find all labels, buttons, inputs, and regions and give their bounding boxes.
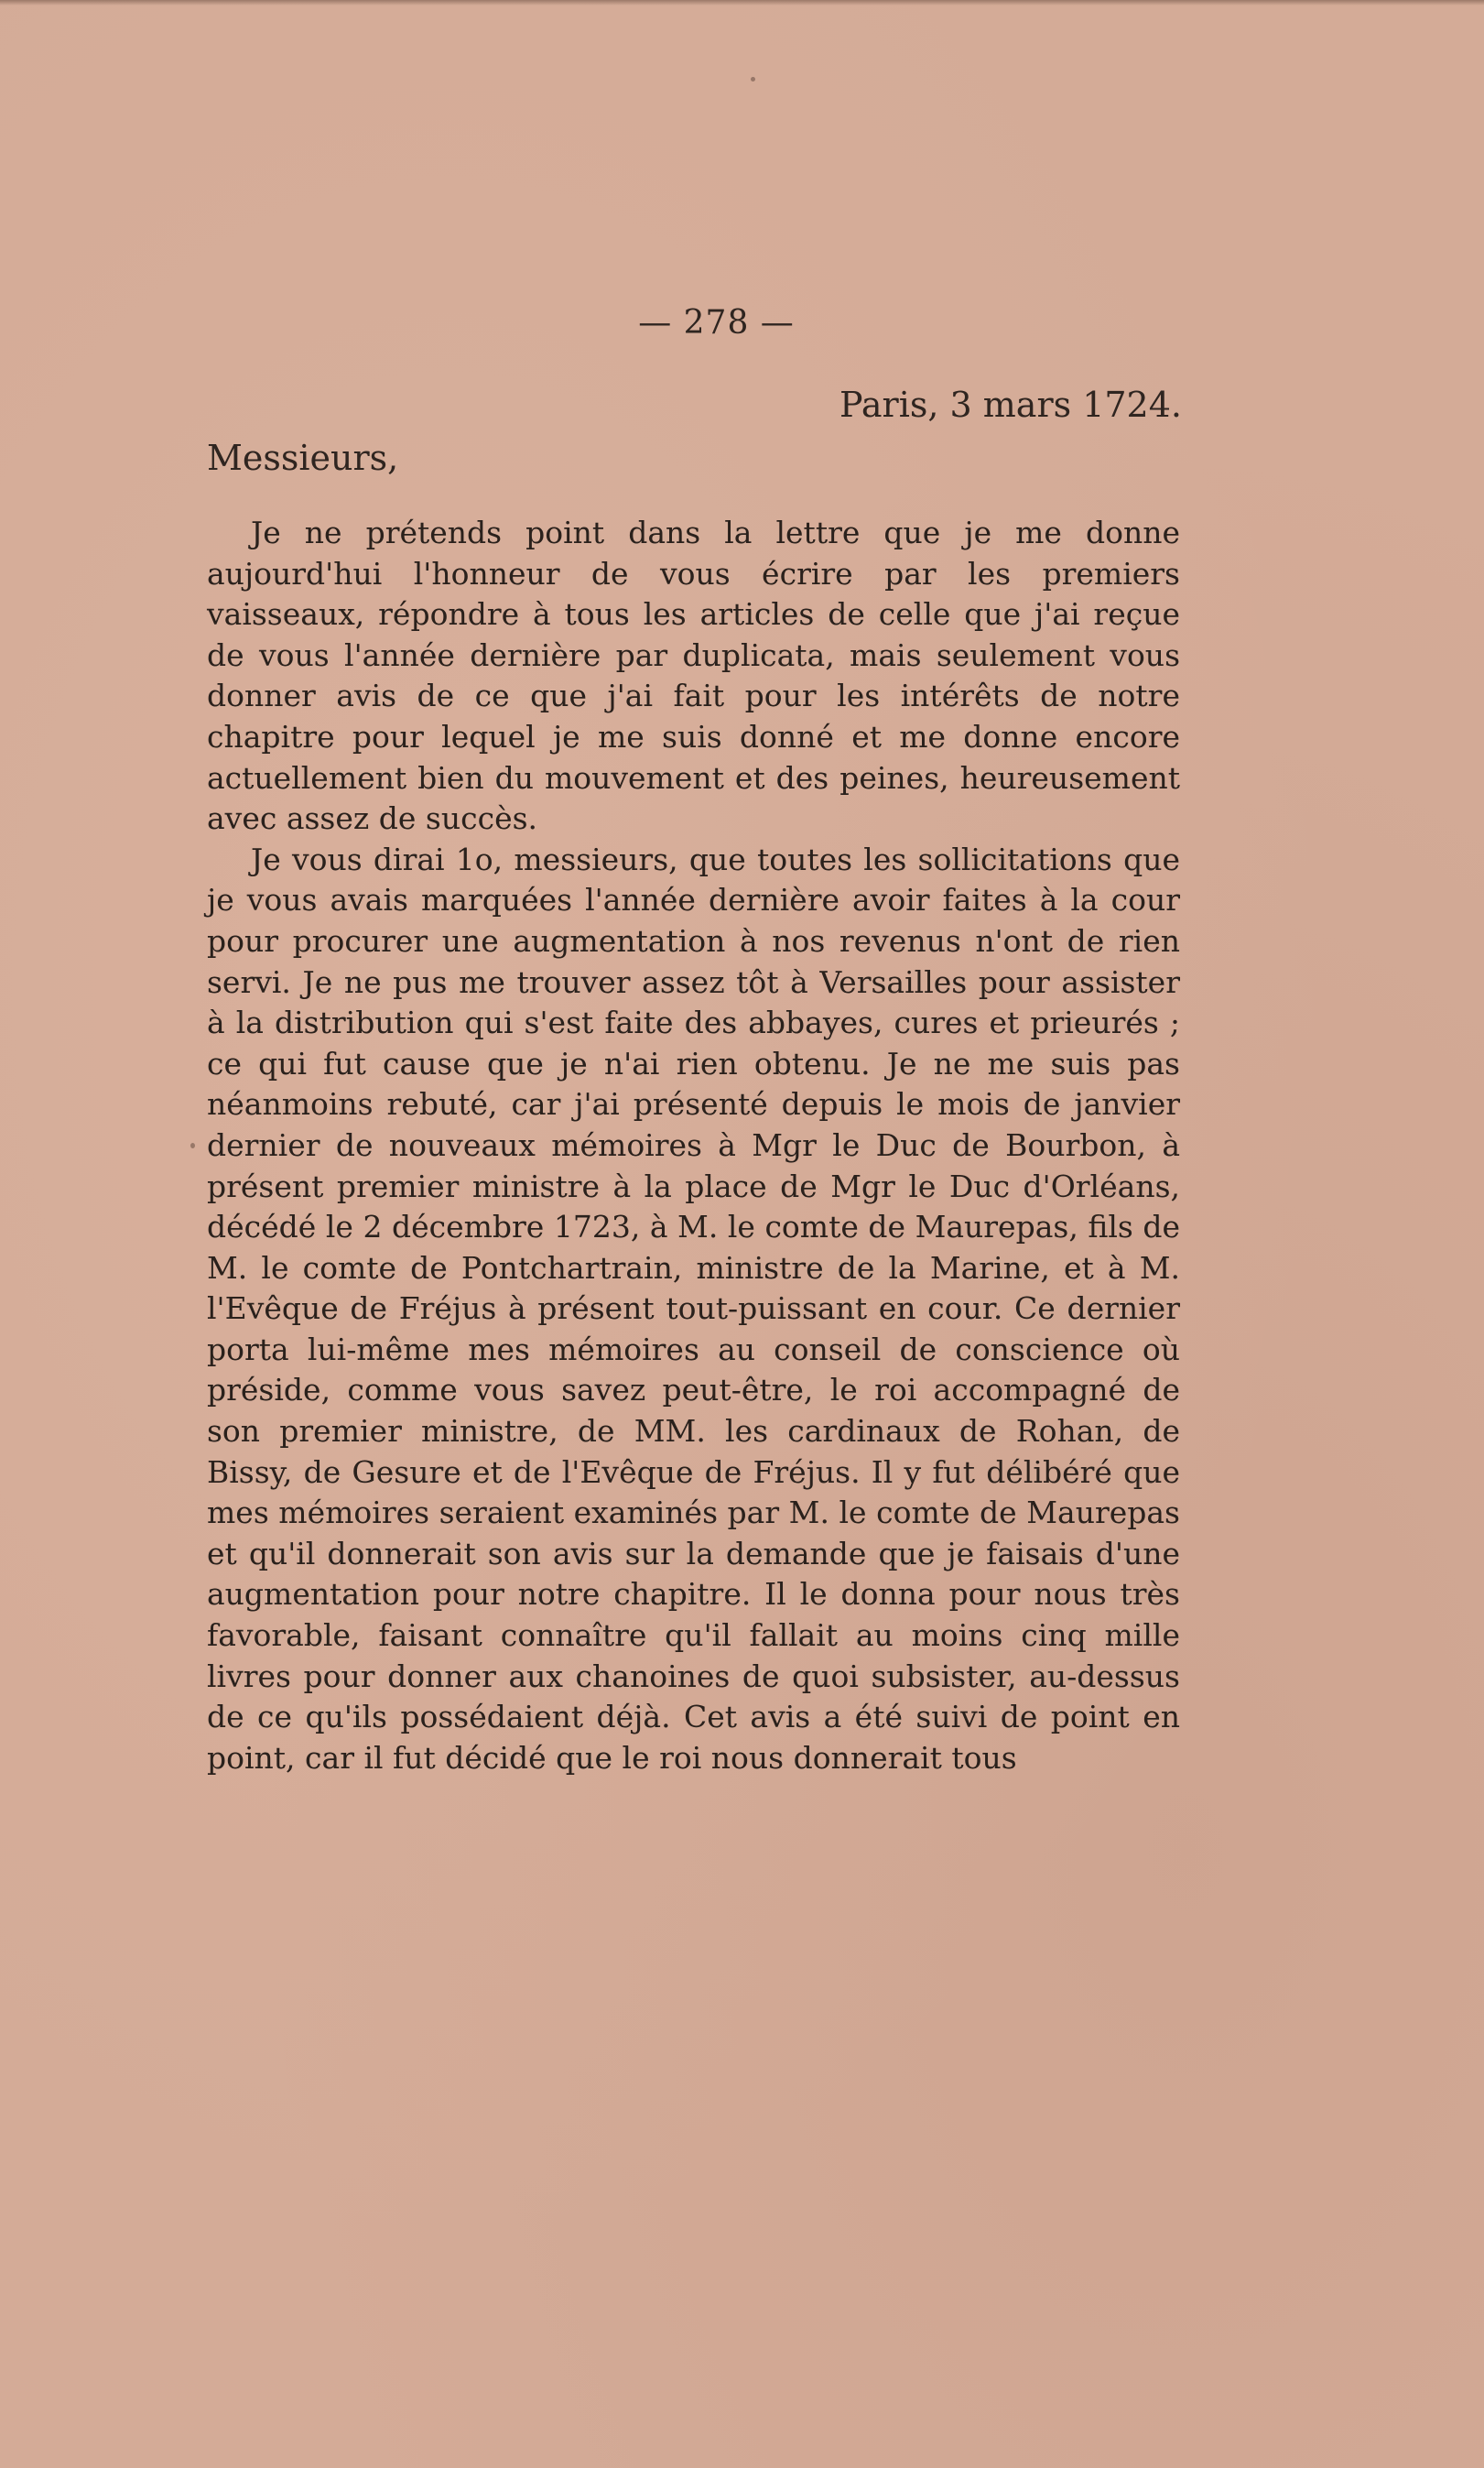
letter-body (207, 513, 1180, 1778)
letter-dateline: Paris, 3 mars 1724. (839, 385, 1182, 425)
letter-salutation: Messieurs, (207, 438, 399, 478)
paper-speck (190, 1143, 195, 1148)
page-number: — 278 — (638, 304, 795, 342)
paragraph: Je vous dirai 1o, messieurs, que toutes les sollicitations que je vous avais marquées l'année dernière avoir faites à la cour pour procurer une augmentation à nos revenus n'ont de rien servi. Je ne pus me trouver assez tôt à Versailles pour assister à la distribution qui s'est faite des abbayes, cures et prieurés ; ce qui fut cause que je n'ai rien obtenu. Je ne me suis pas néanmoins rebuté, car j'ai présenté depuis le mois de janvier dernier de nouveaux mémoires à Mgr le Duc de Bourbon, à présent premier ministre à la place de Mgr le Duc d'Orléans, décédé le 2 décembre 1723, à M. le comte de Maurepas, fils de M. le comte de Pontchartrain, ministre de la Marine, et à M. l'Evêque de Fréjus à présent tout-puissant en cour. Ce dernier porta lui-même mes mémoires au conseil de conscience où préside, comme vous savez peut-être, le roi accompagné de son premier ministre, de MM. les cardinaux de Rohan, de Bissy, de Gesure et de l'Evêque de Fréjus. Il y fut délibéré que mes mémoires seraient examinés par M. le comte de Maurepas et qu'il donnerait son avis sur la demande que je faisais d'une augmentation pour notre chapitre. Il le donna pour nous très favorable, faisant connaître qu'il fallait au moins cinq mille livres pour donner aux chanoines de quoi subsister, au-dessus de ce qu'ils possédaient déjà. Cet avis a été suivi de point en point, car il fut décidé que le roi nous donnerait tous (207, 841, 1180, 1776)
page-top-edge (0, 0, 1484, 5)
paper-speck (751, 77, 755, 82)
paragraph: Je ne prétends point dans la lettre que je me donne aujourd'hui l'honneur de vous écrire par les premiers vaisseaux, répondre à tous les articles de celle que j'ai reçue de vous l'année dernière par duplicata, mais seulement vous donner avis de ce que j'ai fait pour les intérêts de notre chapitre pour lequel je me suis donné et me donne encore actuellement bien du mouvement et des peines, heureusement avec assez de succès. (207, 515, 1180, 837)
